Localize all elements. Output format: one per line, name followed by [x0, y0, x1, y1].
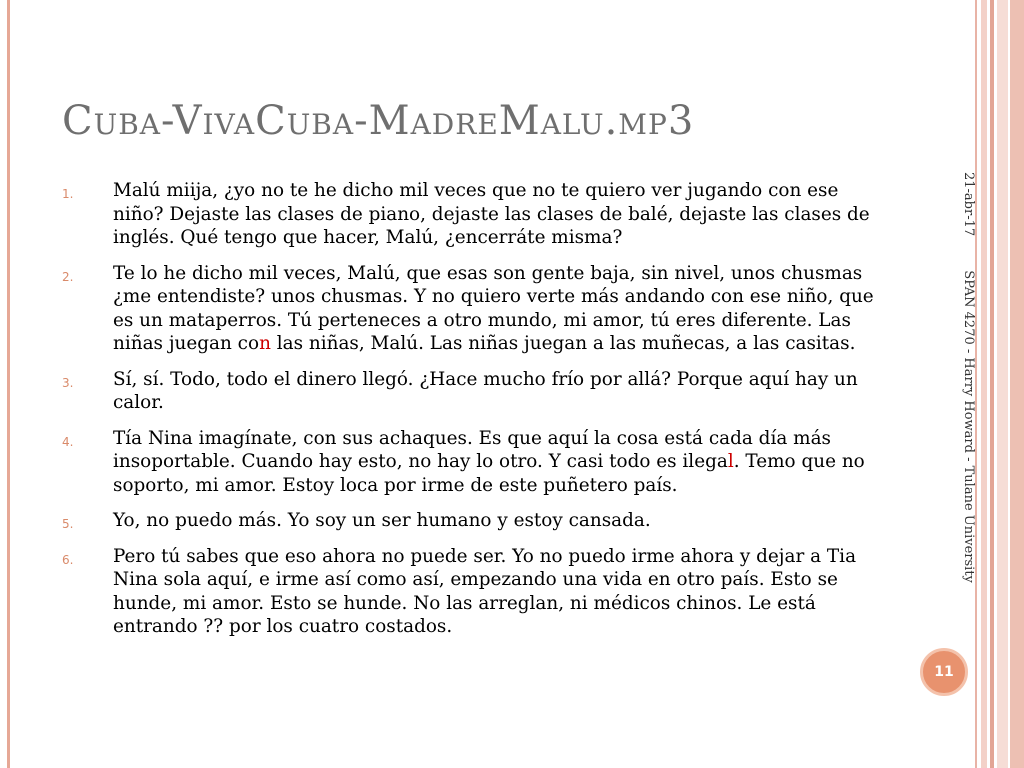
slide-number-badge: 11 — [920, 648, 968, 696]
left-border-line — [7, 0, 10, 768]
item-text-part: Tía Nina imagínate, con sus achaques. Es que aquí la cosa está cada día más insoportable. Cuando hay esto, no hay lo otro. Y casi todo es ilega — [113, 427, 831, 472]
footer-text: SPAN 4270 - Harry Howard - Tulane University — [961, 270, 976, 583]
highlighted-letter: l — [727, 451, 734, 472]
right-stripe-2 — [981, 0, 987, 768]
list-item — [62, 545, 882, 639]
dialogue-list — [62, 179, 882, 651]
item-number: 2. — [62, 269, 74, 284]
item-number: 6. — [62, 552, 74, 567]
list-item — [62, 179, 882, 250]
list-item — [62, 368, 882, 415]
right-stripe-5 — [1010, 0, 1024, 768]
slide-date: 21-abr-17 — [961, 172, 976, 237]
slide-title: Cuba-VivaCuba-MadreMalu.mp3 — [62, 98, 695, 144]
vertical-footer — [961, 172, 976, 583]
item-text-part: . Temo que no soporto, mi amor. Estoy loca por irme de este puñetero país. — [113, 451, 865, 496]
item-number: 1. — [62, 187, 74, 201]
item-text-part: las niñas, Malú. Las niñas juegan a las muñecas, a las casitas. — [270, 333, 856, 354]
item-number: 5. — [62, 517, 74, 531]
item-text — [113, 262, 882, 356]
item-text: Pero tú sabes que eso ahora no puede ser. Yo no puedo irme ahora y dejar a Tia Nina sola aquí, e irme así como así, empezando una vida en otro país. Esto se hunde, mi amor. Esto se hunde. No las arreglan, ni médicos chinos. Le está entrando ?? por los cuatro costados. — [113, 545, 857, 637]
list-item — [62, 262, 882, 356]
item-text: Yo, no puedo más. Yo soy un ser humano y estoy cansada. — [113, 510, 651, 531]
item-text — [113, 427, 882, 498]
list-item — [62, 427, 882, 498]
item-text-part: Te lo he dicho mil veces, Malú, que esas son gente baja, sin nivel, unos chusmas ¿me entendiste? unos chusmas. Y no quiero verte más andando con ese niño, que es un mataperros. Tú perteneces a otro mundo, mi amor, tú eres diferente. Las niñas juegan co — [113, 262, 874, 354]
right-stripe-3 — [990, 0, 994, 768]
right-stripe-4 — [997, 0, 1008, 768]
item-text: Malú miija, ¿yo no te he dicho mil veces que no te quiero ver jugando con ese niño? Dejaste las clases de piano, dejaste las clases de balé, dejaste las clases de inglés. Qué tengo que hacer, Malú, ¿encerráte misma? — [113, 180, 870, 248]
item-number: 3. — [62, 375, 74, 390]
item-number: 4. — [62, 434, 74, 449]
list-item — [62, 509, 882, 533]
item-text: Sí, sí. Todo, todo el dinero llegó. ¿Hace mucho frío por allá? Porque aquí hay un calor. — [113, 368, 858, 413]
highlighted-letter: n — [259, 333, 271, 354]
